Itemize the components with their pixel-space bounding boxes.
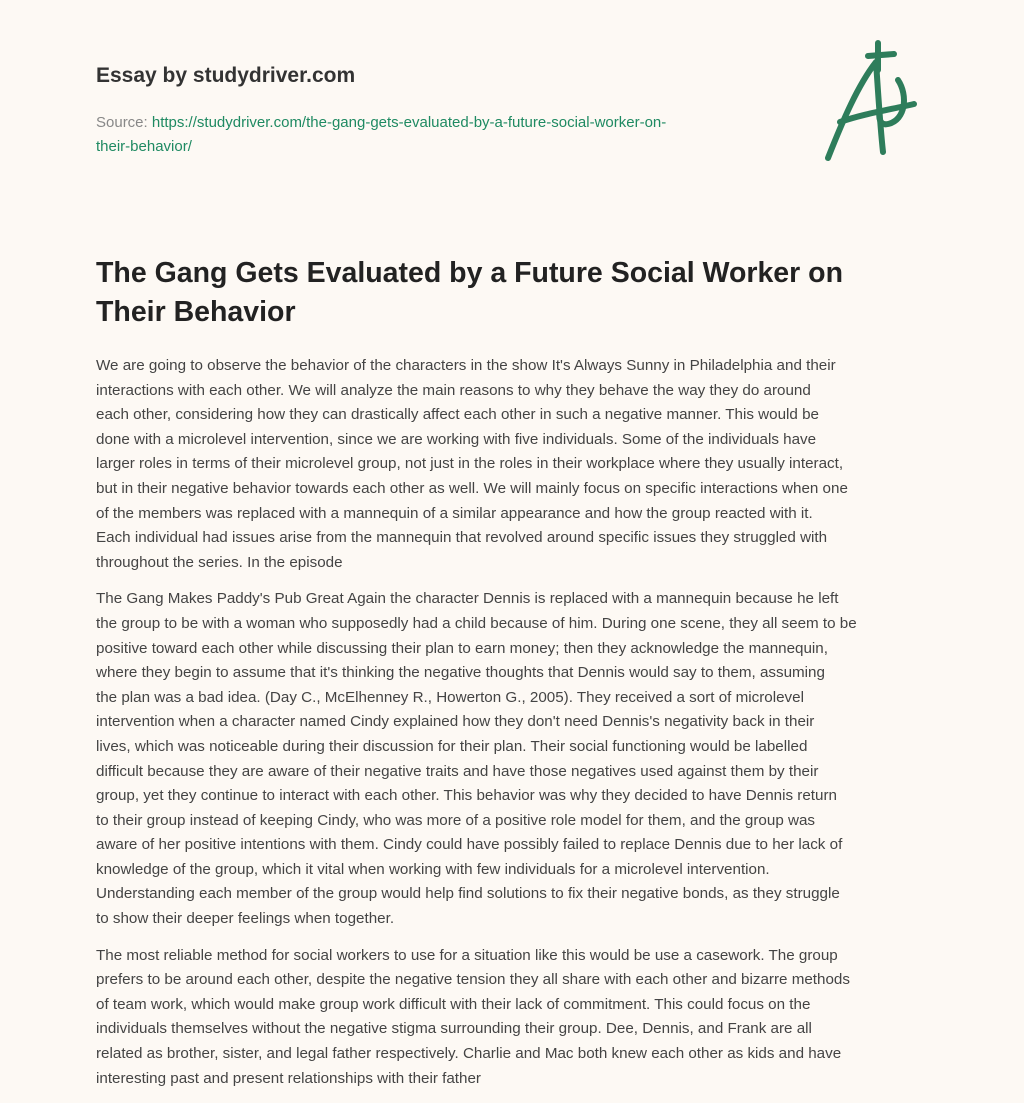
paragraph-line: The most reliable method for social workers to use for a situation like this would be use a casework. The group: [96, 946, 838, 964]
paragraph-line: of team work, which would make group work difficult with their lack of commitment. This could focus on the: [96, 995, 811, 1013]
paragraph-line: prefers to be around each other, despite the negative tension they all share with each other and bizarre methods: [96, 971, 850, 989]
source-link[interactable]: https://studydriver.com/the-gang-gets-evaluated-by-a-future-social-worker-on- their-behavior/: [96, 114, 667, 155]
source-label: Source:: [96, 114, 152, 131]
paragraph-line: knowledge of the group, which it vital when working with few individuals for a microlevel intervention.: [96, 860, 770, 878]
source-citation: [96, 111, 776, 159]
paragraph-line: related as brother, sister, and legal father respectively. Charlie and Mac both knew each other as kids and have: [96, 1045, 842, 1063]
paragraph-line: group, yet they continue to interact with each other. This behavior was why they decided to have Dennis return: [96, 787, 837, 805]
paragraph-line: We are going to observe the behavior of the characters in the show It's Always Sunny in Philadelphia and their: [96, 357, 836, 374]
paragraph-line: aware of her positive intentions with them. Cindy could have possibly failed to replace Dennis due to her lack of: [96, 836, 843, 854]
paragraph-line: but in their negative behavior towards each other as well. We will mainly focus on specific interactions when one: [96, 479, 848, 497]
paragraph-line: to their group instead of keeping Cindy, who was more of a positive role model for them, and the group was: [96, 811, 815, 829]
paragraph-line: of the members was replaced with a mannequin of a similar appearance and how the group reacted with it.: [96, 504, 813, 522]
essay-title: The Gang Gets Evaluated by a Future Social Worker on Their Behavior: [96, 257, 843, 328]
paragraph-line: lives, which was noticeable during their discussion for their plan. Their social functioning would be labelled: [96, 737, 808, 755]
paragraph-line: Understanding each member of the group would help find solutions to fix their negative bonds, as they struggle: [96, 885, 840, 903]
paragraph-line: to show their deeper feelings when together.: [96, 910, 395, 928]
paragraph-line: The Gang Makes Paddy's Pub Great Again the character Dennis is replaced with a mannequin because he left: [96, 590, 839, 608]
paragraph-line: done with a microlevel intervention, since we are working with five individuals. Some of the individuals have: [96, 430, 817, 448]
paragraph-line: where they begin to assume that it's thinking the negative thoughts that Dennis would say to them, assuming: [96, 664, 825, 682]
essay-body: [96, 354, 936, 1103]
paragraph-line: the group to be with a woman who supposedly had a child because of him. During one scene, they all seem to be: [96, 614, 857, 632]
paragraph: [96, 587, 936, 931]
paragraph-line: interactions with each other. We will analyze the main reasons to why they behave the way they do around: [96, 381, 811, 399]
paragraph: [96, 354, 936, 575]
a-plus-logo-icon: [818, 40, 928, 165]
paragraph-line: difficult because they are aware of their negative traits and have those negatives used against them by their: [96, 762, 819, 780]
site-brand: Essay by studydriver.com: [96, 64, 356, 87]
paragraph-line: Each individual had issues arise from the mannequin that revolved around specific issues they struggled with: [96, 529, 828, 547]
paragraph-line: intervention when a character named Cindy explained how they don't need Dennis's negativity back in their: [96, 713, 815, 731]
paragraph-line: each other, considering how they can drastically affect each other in such a negative manner. This would be: [96, 406, 819, 424]
paragraph-line: positive toward each other while discussing their plan to earn money; then they acknowledge the mannequin,: [96, 639, 828, 657]
paragraph-line: larger roles in terms of their microlevel group, not just in the roles in their workplace where they usually interact,: [96, 455, 844, 473]
paragraph: [96, 944, 936, 1092]
paragraph-line: interesting past and present relationships with their father: [96, 1069, 481, 1087]
paragraph-line: the plan was a bad idea. (Day C., McElhenney R., Howerton G., 2005). They received a sort of microlevel: [96, 688, 804, 706]
paragraph-line: individuals themselves without the negative stigma surrounding their group. Dee, Dennis, and Frank are all: [96, 1020, 812, 1038]
paragraph-line: throughout the series. In the episode: [96, 553, 343, 571]
